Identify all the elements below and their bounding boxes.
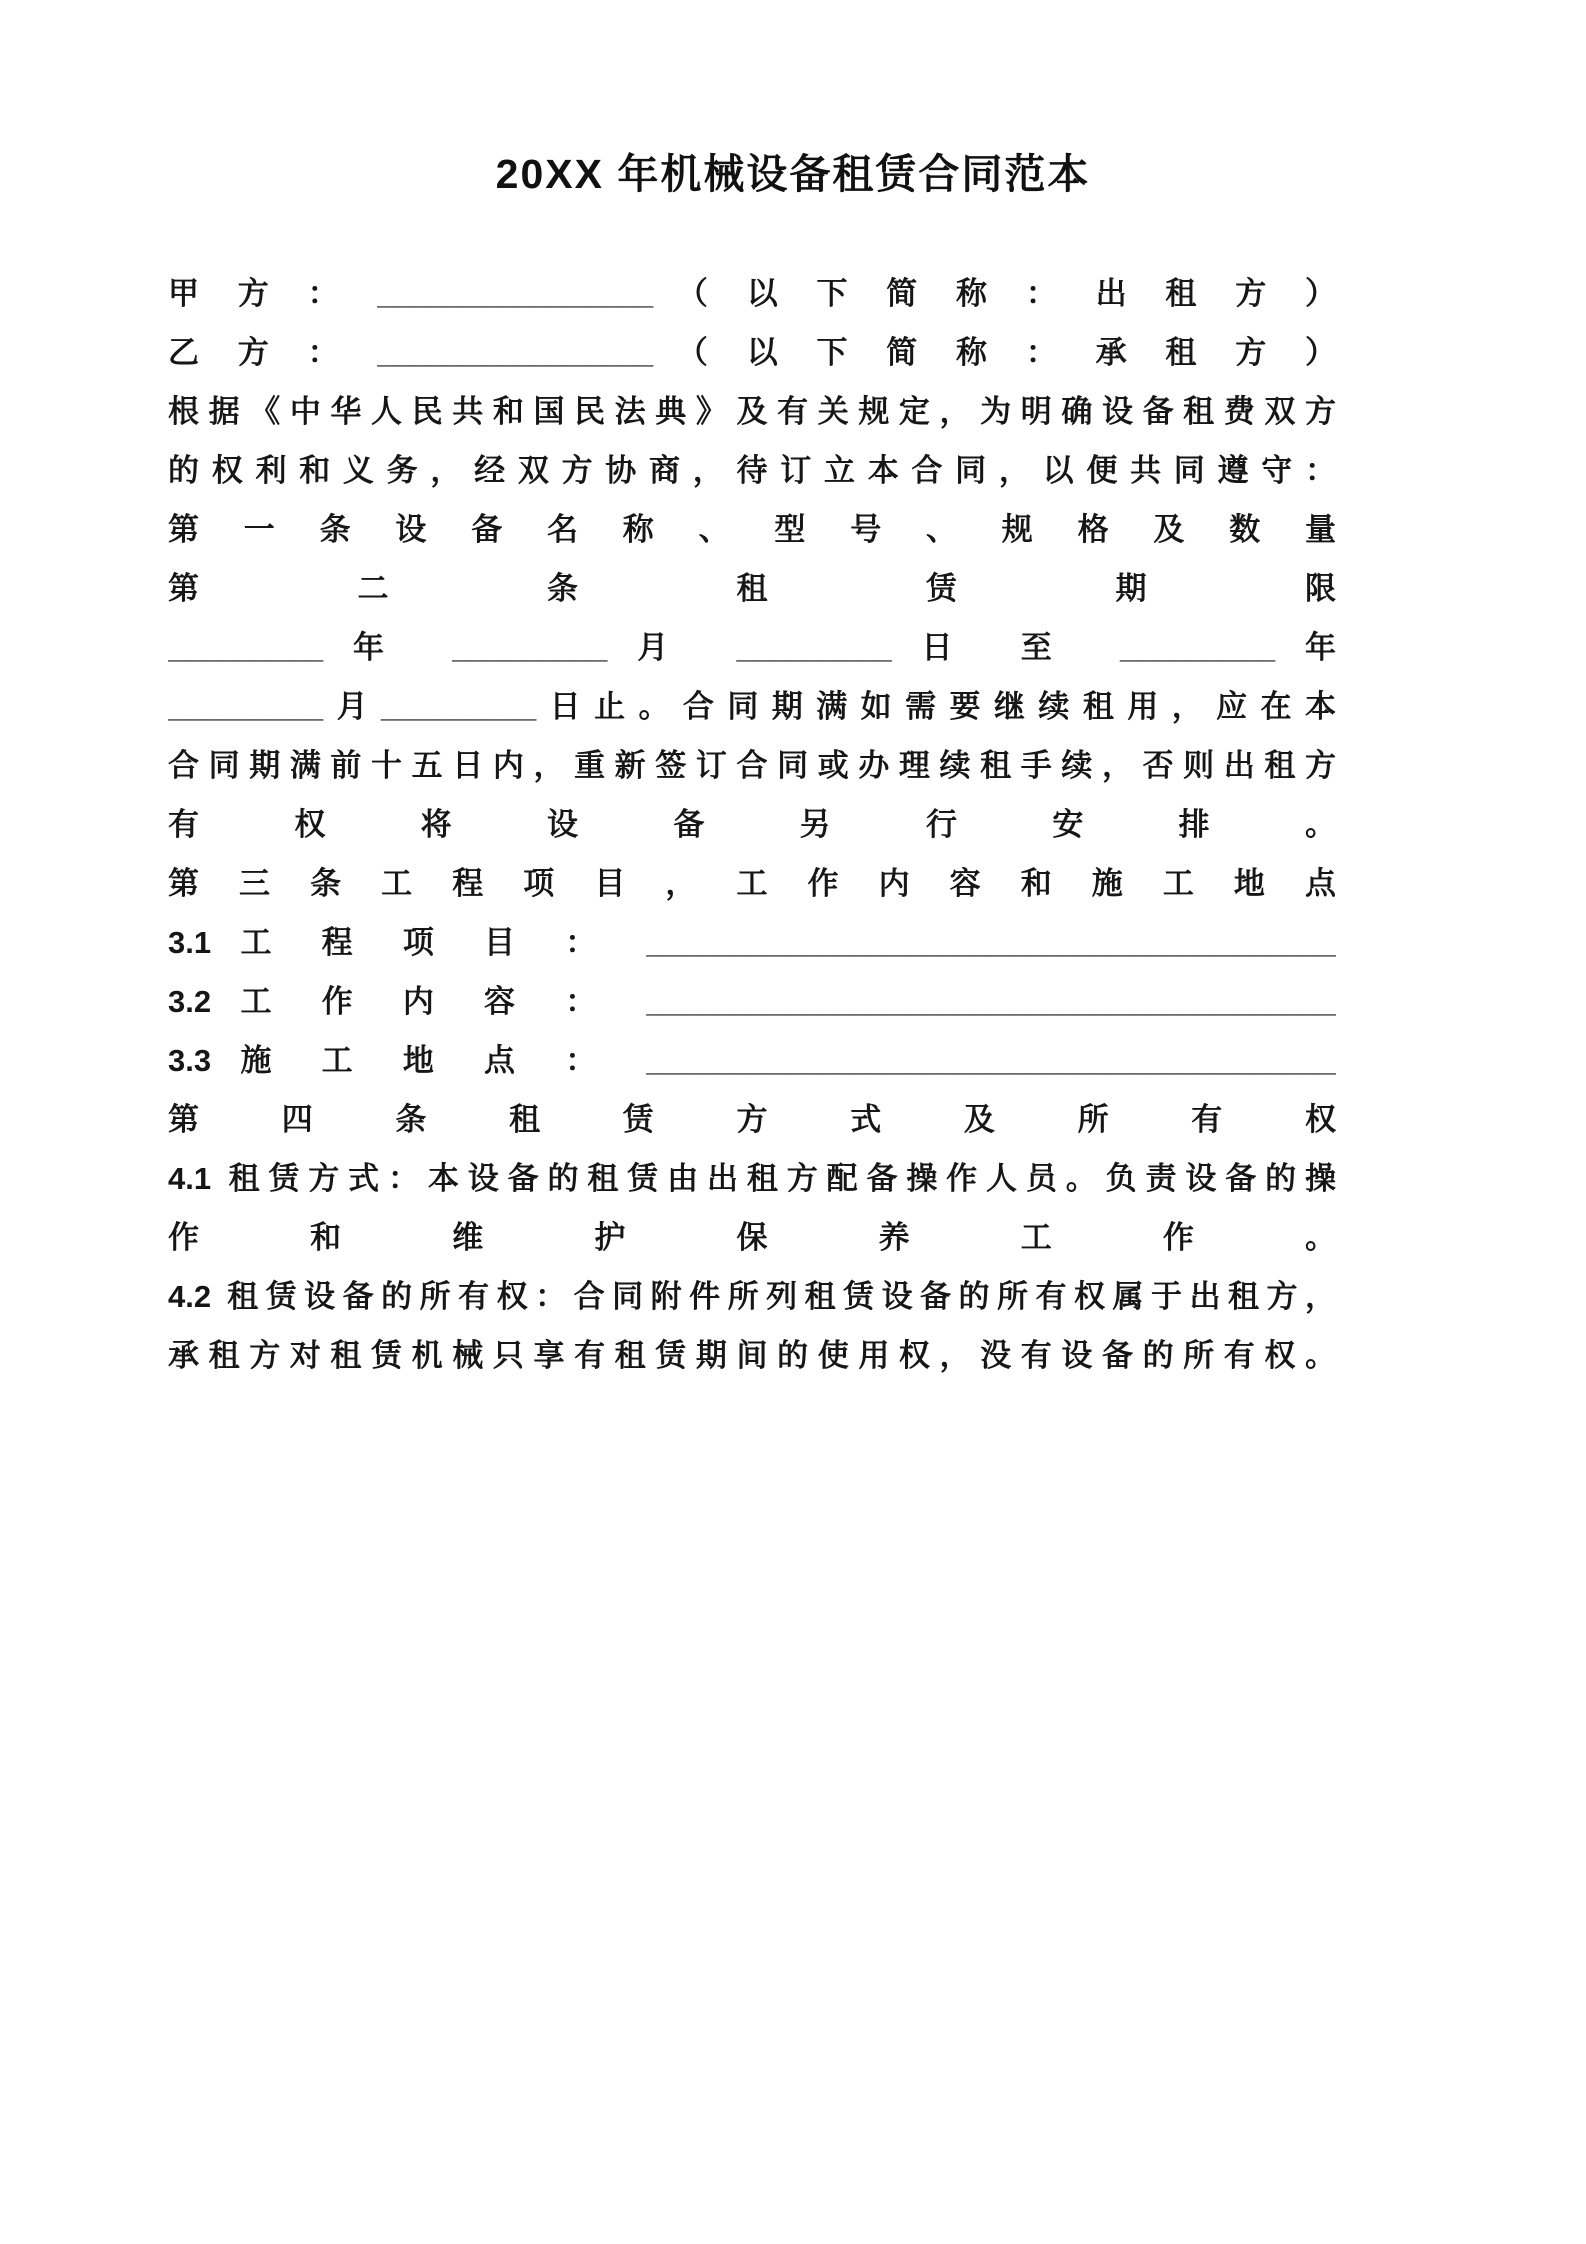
contract-line-term-end: 有 权 将 设 备 另 行 安 排 。 (168, 807, 1336, 842)
contract-line-preamble-2: 的权利和义务，经双方协商，待订立本合同，以便共同遵守： (168, 453, 1336, 488)
contract-line-article-3: 第 三 条 工 程 项 目 ， 工 作 内 容 和 施 工 地 点 (168, 866, 1336, 901)
contract-body (168, 264, 1336, 1385)
contract-line-term-dates-2: _________月_________日止。合同期满如需要继续租用，应在本 (168, 689, 1336, 724)
contract-line-term-renewal: 合同期满前十五日内，重新签订合同或办理续租手续，否则出租方 (168, 748, 1336, 783)
contract-line-3-3: 3.3 施 工 地 点 ： ________________________________________ (168, 1043, 1336, 1078)
contract-line-4-1-b: 作 和 维 护 保 养 工 作 。 (168, 1220, 1336, 1255)
contract-line-4-2-b: 承租方对租赁机械只享有租赁期间的使用权，没有设备的所有权。 (168, 1338, 1336, 1373)
contract-line-party-a: 甲 方 ： ________________ （ 以 下 简 称 ： 出 租 方 ） (168, 276, 1336, 311)
contract-line-article-2: 第 二 条 租 赁 期 限 (168, 571, 1336, 606)
contract-line-preamble-1: 根据《中华人民共和国民法典》及有关规定，为明确设备租费双方 (168, 394, 1336, 429)
contract-line-4-2-a: 4.2 租赁设备的所有权：合同附件所列租赁设备的所有权属于出租方， (168, 1279, 1336, 1314)
contract-line-party-b: 乙 方 ： ________________ （ 以 下 简 称 ： 承 租 方 ） (168, 335, 1336, 370)
contract-line-term-dates-1: _________年 _________月 _________日 至 _________年 (168, 630, 1336, 665)
contract-line-3-1: 3.1 工 程 项 目 ： ________________________________________ (168, 925, 1336, 960)
contract-line-article-4: 第 四 条 租 赁 方 式 及 所 有 权 (168, 1102, 1336, 1137)
contract-line-article-1: 第 一 条 设 备 名 称 、 型 号 、 规 格 及 数 量 (168, 512, 1336, 547)
contract-line-3-2: 3.2 工 作 内 容 ： ________________________________________ (168, 984, 1336, 1019)
contract-line-4-1-a: 4.1 租赁方式：本设备的租赁由出租方配备操作人员。负责设备的操 (168, 1161, 1336, 1196)
document-title: 20XX 年机械设备租赁合同范本 (495, 151, 1091, 197)
